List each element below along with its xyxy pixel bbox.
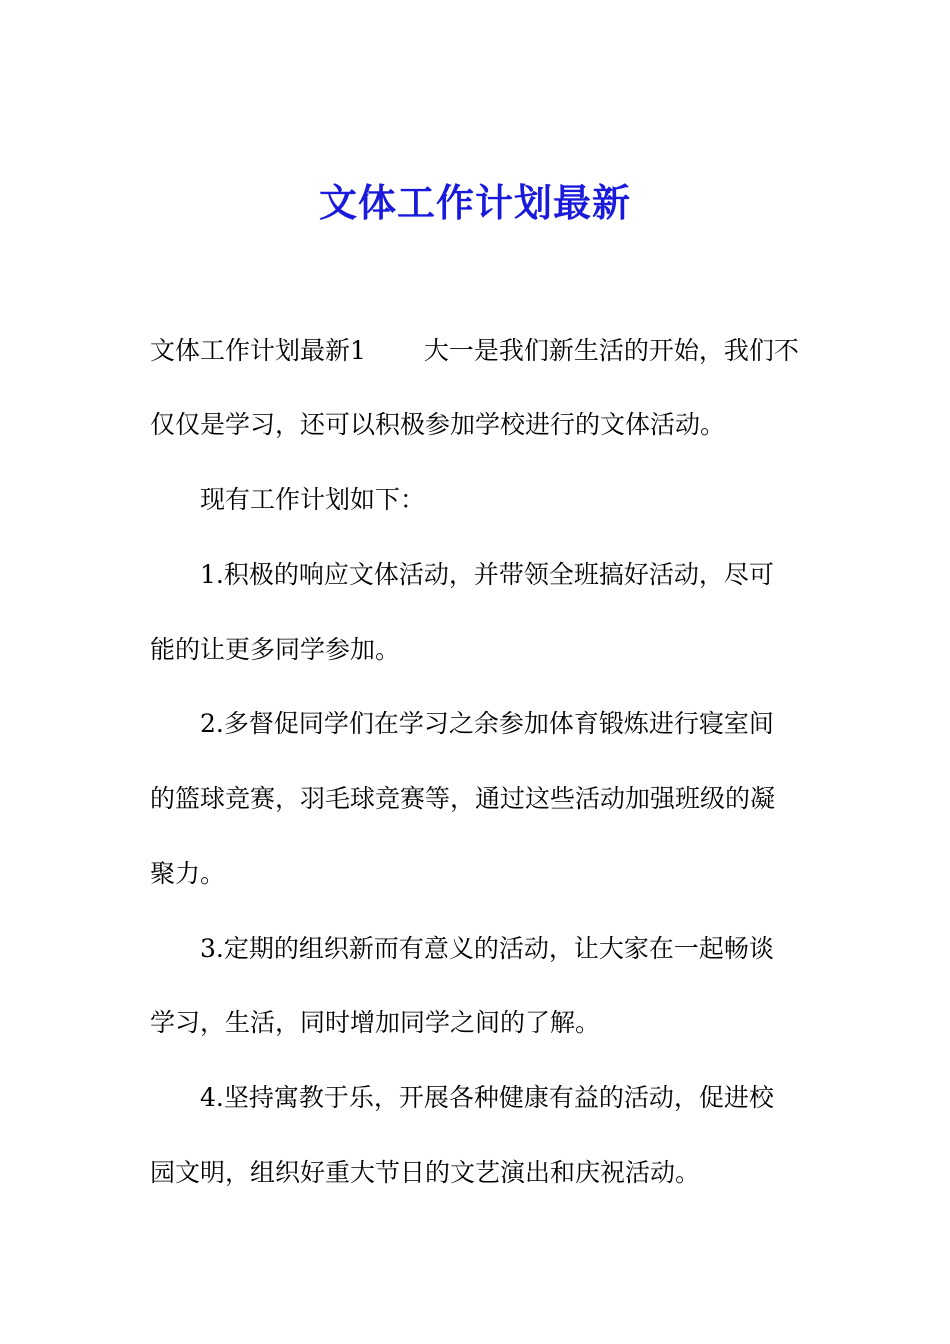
intro-text: 大一是我们新生活的开始，我们不 [423,336,799,365]
item-1-line-1: 1.积极的响应文体活动，并带领全班搞好活动，尽可 [200,560,774,589]
item-3-line-2: 学习，生活，同时增加同学之间的了解。 [150,1008,601,1037]
section-heading: 文体工作计划最新1 [150,336,366,365]
item-4-line-1: 4.坚持寓教于乐，开展各种健康有益的活动，促进校 [200,1083,774,1112]
paragraph-1-line-2: 仅仅是学习，还可以积极参加学校进行的文体活动。 [150,410,726,439]
item-1-line-2: 能的让更多同学参加。 [150,635,401,664]
item-2-line-3: 聚力。 [150,859,226,888]
item-4-line-2: 园文明，组织好重大节日的文艺演出和庆祝活动。 [150,1158,701,1187]
plan-intro: 现有工作计划如下： [200,485,426,514]
document-title: 文体工作计划最新 [318,181,631,225]
paragraph-1-line-1 [150,333,810,369]
item-2-line-2: 的篮球竞赛，羽毛球竞赛等，通过这些活动加强班级的凝 [150,784,776,813]
item-3-line-1: 3.定期的组织新而有意义的活动，让大家在一起畅谈 [200,934,774,963]
item-2-line-1: 2.多督促同学们在学习之余参加体育锻炼进行寝室间 [200,709,774,738]
